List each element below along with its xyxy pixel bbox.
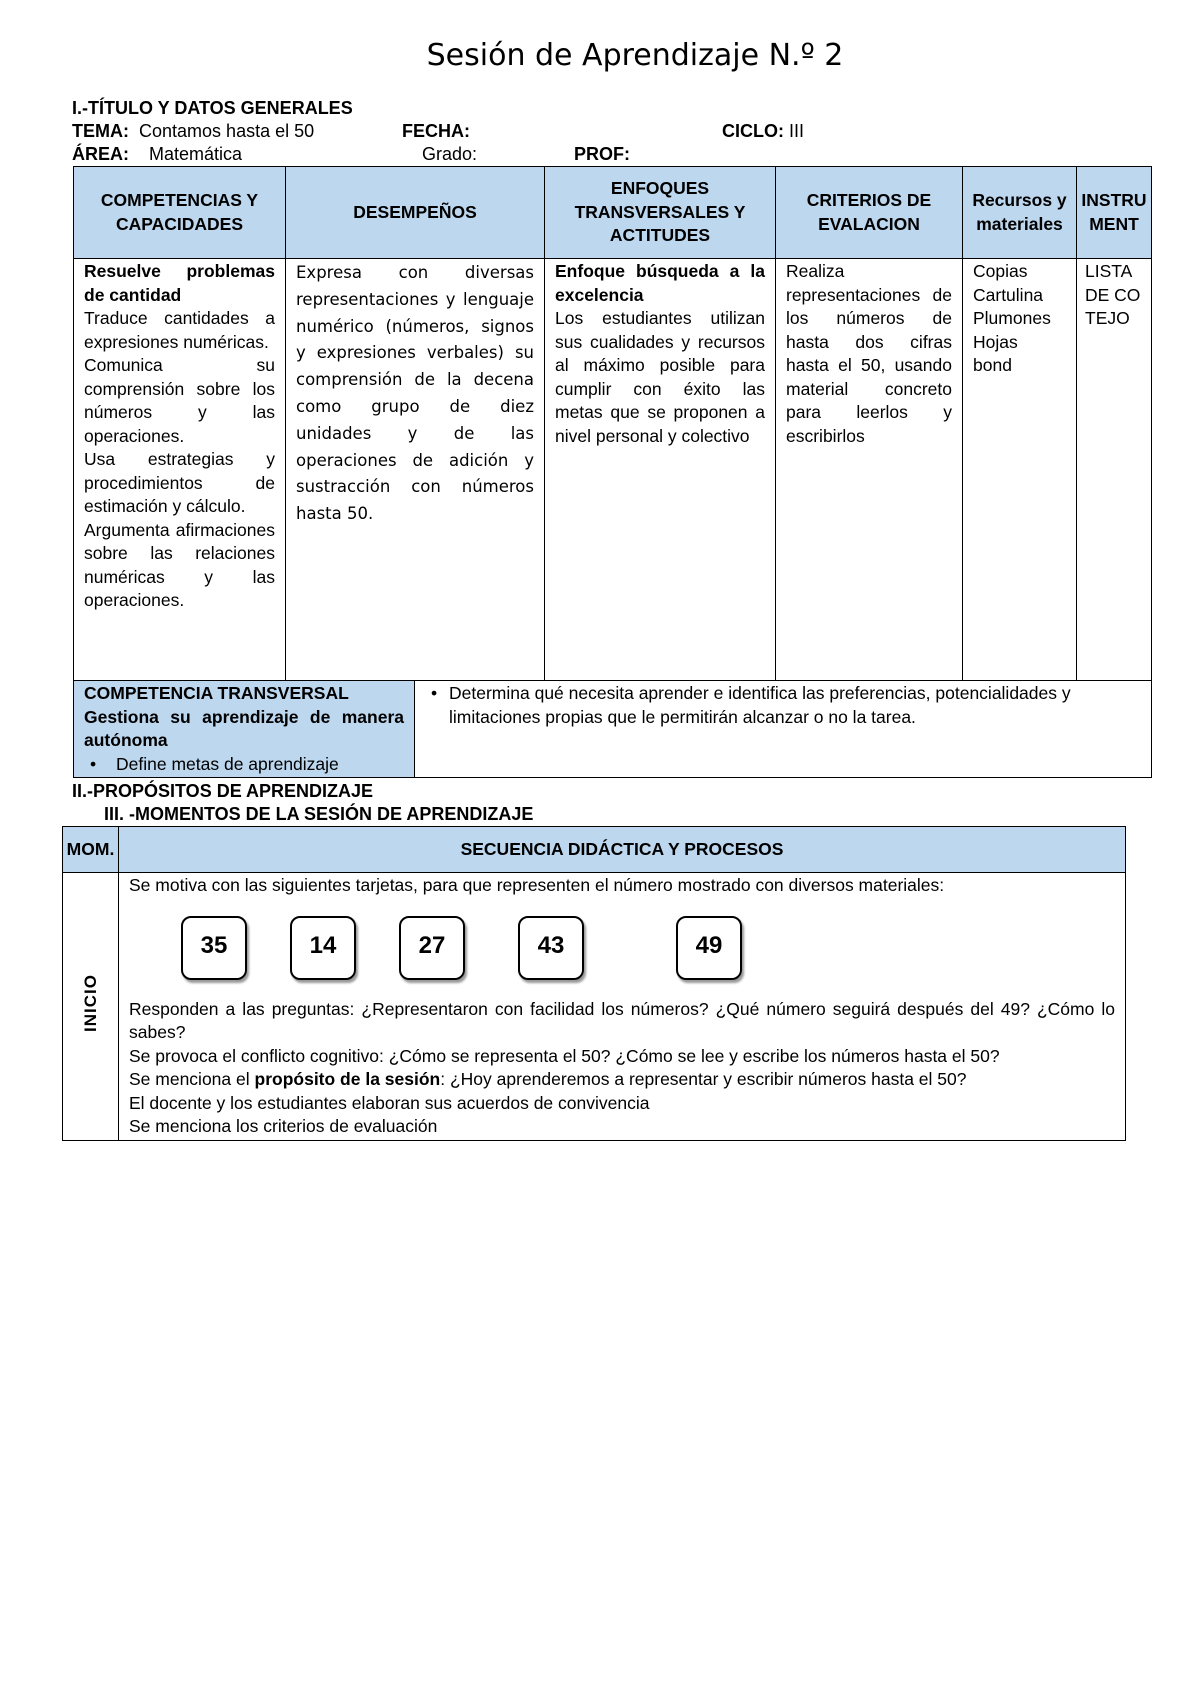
competencias-table	[73, 166, 1152, 778]
transversal-title: Gestiona su aprendizaje de manera autónoma	[84, 706, 404, 750]
header-instrumentos: INSTRUMENT	[1077, 167, 1152, 259]
competencia-title: Resuelve problemas de cantidad	[84, 261, 275, 305]
tema-row	[72, 121, 314, 142]
transversal-heading: COMPETENCIA TRANSVERSAL	[84, 683, 349, 703]
recurso-item: Copias	[973, 261, 1028, 281]
transversal-cell	[74, 681, 415, 778]
number-card: 43	[518, 916, 584, 980]
recurso-item: bond	[973, 355, 1012, 375]
transversal-desc: • Determina qué necesita aprender e identifica las preferencias, potencialidades y limitaciones propias que le permitirán alcanzar o no la tarea.	[425, 682, 1141, 729]
tema-value: Contamos hasta el 50	[139, 121, 315, 141]
momentos-table	[62, 826, 1126, 1141]
intro-text: Se motiva con las siguientes tarjetas, para que representen el número mostrado con diversos materiales:	[129, 875, 945, 895]
secuencia-cell	[119, 873, 1126, 1141]
instrumento-cell: LISTA DE COTEJO	[1077, 259, 1152, 681]
header-secuencia: SECUENCIA DIDÁCTICA Y PROCESOS	[119, 827, 1126, 873]
header-criterios: CRITERIOS DE EVALACION	[776, 167, 963, 259]
recurso-item: Cartulina	[973, 284, 1044, 305]
section3-heading: III. -MOMENTOS DE LA SESIÓN DE APRENDIZAJE	[104, 804, 534, 824]
area-row	[72, 144, 242, 165]
grado-label: Grado:	[422, 144, 478, 164]
desempenos-cell: Expresa con diversas representaciones y lenguaje numérico (números, signos y expresiones verbales) su comprensión de la decena como grupo de diez unidades y de las operaciones de adición y sustracción con números hasta 50.	[286, 259, 545, 681]
capacidad-item: Argumenta afirmaciones sobre las relaciones numéricas y las operaciones.	[84, 519, 275, 610]
fecha-label: FECHA:	[402, 121, 470, 141]
page-title: Sesión de Aprendizaje N.º 2	[426, 38, 844, 73]
phase-label: INICIO	[80, 974, 100, 1032]
number-card: 49	[676, 916, 742, 980]
purpose-text	[129, 1068, 1115, 1092]
tema-label: TEMA:	[72, 121, 129, 141]
section1-heading: I.-TÍTULO Y DATOS GENERALES	[72, 98, 353, 118]
enfoque-title: Enfoque búsqueda a la excelencia	[555, 261, 765, 305]
recursos-cell	[963, 259, 1077, 681]
ciclo-value: III	[789, 121, 805, 141]
questions-text: Responden a las preguntas: ¿Representaron con facilidad los números? ¿Qué número seguirá después del 49? ¿Cómo lo sabes?	[129, 998, 1115, 1042]
competencias-cell	[74, 259, 286, 681]
criteria-text: Se menciona los criterios de evaluación	[129, 1116, 438, 1136]
header-competencias: COMPETENCIAS Y CAPACIDADES	[74, 167, 286, 259]
phase-cell	[63, 873, 119, 1141]
number-card: 14	[290, 916, 356, 980]
area-value: Matemática	[149, 144, 243, 164]
ciclo-row	[722, 121, 804, 142]
criterios-cell: Realiza representaciones de los números de hasta dos cifras hasta el 50, usando material concreto para leerlos y escribirlos	[776, 259, 963, 681]
capacidad-item: Comunica su comprensión sobre los números y las operaciones.	[84, 355, 275, 446]
enfoques-cell	[545, 259, 776, 681]
agreements-text: El docente y los estudiantes elaboran sus acuerdos de convivencia	[129, 1092, 650, 1113]
purpose-bold: propósito de la sesión	[254, 1069, 441, 1089]
capacidad-item: Usa estrategias y procedimientos de estimación y cálculo.	[84, 449, 275, 516]
purpose-post: : ¿Hoy aprenderemos a representar y escribir números hasta el 50?	[440, 1069, 967, 1089]
ciclo-label: CICLO:	[722, 121, 784, 141]
header-desempenos: DESEMPEÑOS	[286, 167, 545, 259]
recurso-item: Hojas	[973, 331, 1018, 352]
number-cards	[129, 898, 1115, 998]
number-card: 27	[399, 916, 465, 980]
transversal-desc-cell	[415, 681, 1152, 778]
section2-heading: II.-PROPÓSITOS DE APRENDIZAJE	[72, 781, 374, 801]
area-label: ÁREA:	[72, 144, 129, 164]
conflict-text: Se provoca el conflicto cognitivo: ¿Cómo se representa el 50? ¿Cómo se lee y escribe los números hasta el 50?	[129, 1045, 1000, 1066]
header-mom: MOM.	[63, 827, 119, 873]
transversal-bullet: • Define metas de aprendizaje	[84, 753, 404, 777]
recurso-item: Plumones	[973, 308, 1051, 328]
purpose-pre: Se menciona el	[129, 1069, 250, 1089]
capacidad-item: Traduce cantidades a expresiones numéricas.	[84, 308, 275, 352]
header-enfoques: ENFOQUES TRANSVERSALES Y ACTITUDES	[545, 167, 776, 259]
header-recursos: Recursos y materiales	[963, 167, 1077, 259]
enfoque-text: Los estudiantes utilizan sus cualidades y recursos al máximo posible para cumplir con éxito las metas que se proponen a nivel personal y colectivo	[555, 308, 765, 446]
prof-label: PROF:	[574, 144, 630, 164]
number-card: 35	[181, 916, 247, 980]
